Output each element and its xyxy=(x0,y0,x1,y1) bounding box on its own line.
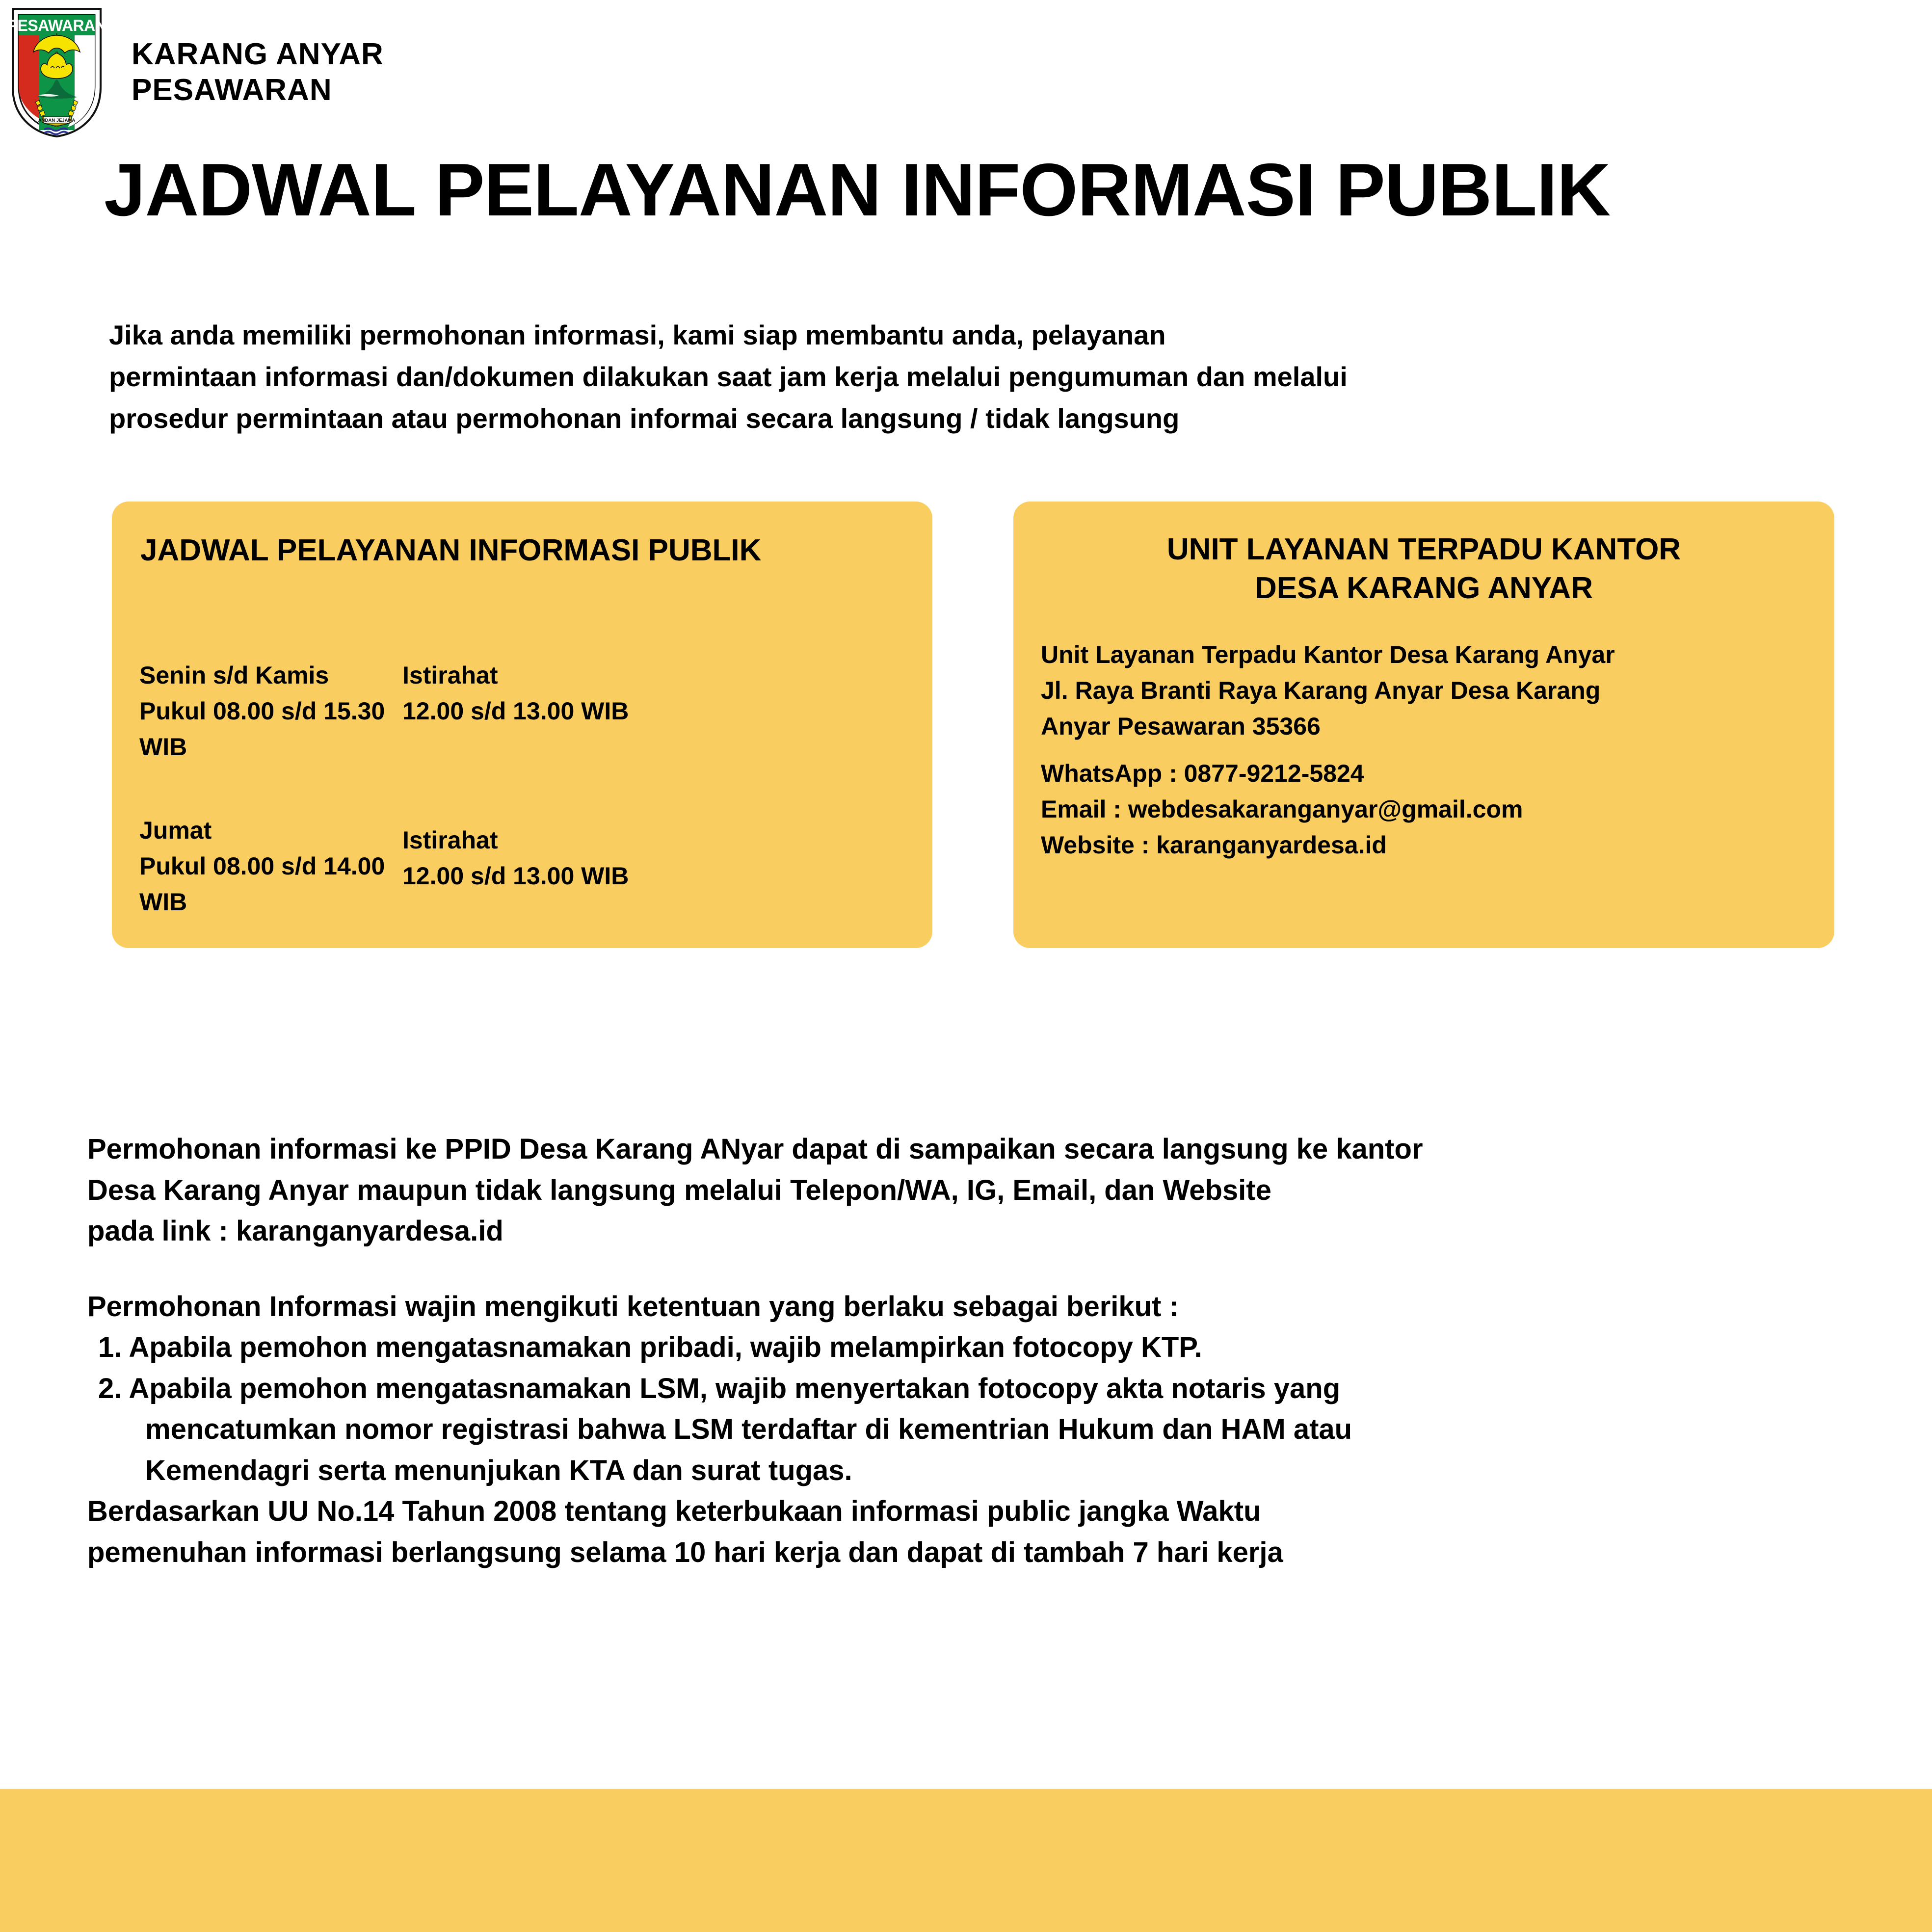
para3-line-1: Berdasarkan UU No.14 Tahun 2008 tentang keterbukaan informasi public jangka Waktu xyxy=(87,1495,1261,1528)
requirement-item-2-line-3: Kemendagri serta menunjukan KTA dan surat tugas. xyxy=(145,1454,852,1486)
schedule-day-label: Senin s/d Kamis xyxy=(139,662,329,689)
schedule-day-block xyxy=(139,658,402,765)
unit-website[interactable]: Website : karanganyardesa.id xyxy=(1041,831,1387,859)
schedule-day-block xyxy=(139,813,402,920)
schedule-row xyxy=(112,658,932,765)
schedule-break-hours: 12.00 s/d 13.00 WIB xyxy=(402,697,629,725)
brand-line-pesawaran: PESAWARAN xyxy=(132,73,332,107)
unit-card xyxy=(1013,502,1834,948)
unit-address-line-1: Unit Layanan Terpadu Kantor Desa Karang Anyar xyxy=(1041,641,1615,668)
brand-title-block xyxy=(132,36,384,108)
requirement-item-1: 1. Apabila pemohon mengatasnamakan pribadi, wajib melampirkan fotocopy KTP. xyxy=(98,1331,1202,1364)
unit-card-title-line-2: DESA KARANG ANYAR xyxy=(1255,571,1593,606)
requirements-intro: Permohonan Informasi wajin mengikuti ketentuan yang berlaku sebagai berikut : xyxy=(87,1290,1179,1323)
schedule-day-label: Jumat xyxy=(139,817,212,844)
schedule-break-hours: 12.00 s/d 13.00 WIB xyxy=(402,862,629,890)
paragraph-spacer xyxy=(87,1252,1854,1286)
pesawaran-regency-crest-icon xyxy=(9,6,105,138)
lower-body-text xyxy=(87,1129,1854,1573)
svg-text:PESAWARAN: PESAWARAN xyxy=(9,17,105,34)
requirement-item-2-line-1: 2. Apabila pemohon mengatasnamakan LSM, wajib menyertakan fotocopy akta notaris yang xyxy=(98,1372,1341,1404)
page-header xyxy=(0,0,1932,147)
intro-line-3: prosedur permintaan atau permohonan informai secara langsung / tidak langsung xyxy=(109,403,1180,434)
schedule-card xyxy=(112,502,932,948)
unit-address-block xyxy=(1041,637,1806,744)
para1-line-1: Permohonan informasi ke PPID Desa Karang ANyar dapat di sampaikan secara langsung ke kantor xyxy=(87,1133,1423,1165)
intro-paragraph xyxy=(109,314,1709,439)
svg-text:ANDAN JEJAMA: ANDAN JEJAMA xyxy=(38,118,76,123)
schedule-break-label: Istirahat xyxy=(402,662,498,689)
schedule-hours-value: Pukul 08.00 s/d 15.30 WIB xyxy=(139,697,385,761)
schedule-break-block xyxy=(402,658,697,765)
schedule-break-label: Istirahat xyxy=(402,826,498,854)
schedule-break-block xyxy=(402,822,697,930)
page-title: JADWAL PELAYANAN INFORMASI PUBLIK xyxy=(104,148,1611,232)
para1-line-3: pada link : karanganyardesa.id xyxy=(87,1215,503,1247)
footer-accent-bar xyxy=(0,1789,1932,1932)
unit-email[interactable]: Email : webdesakaranganyar@gmail.com xyxy=(1041,795,1523,823)
intro-line-2: permintaan informasi dan/dokumen dilakukan saat jam kerja melalui pengumuman dan melalui xyxy=(109,361,1348,393)
unit-whatsapp[interactable]: WhatsApp : 0877-9212-5824 xyxy=(1041,760,1364,787)
intro-line-1: Jika anda memiliki permohonan informasi, kami siap membantu anda, pelayanan xyxy=(109,319,1166,350)
schedule-card-title: JADWAL PELAYANAN INFORMASI PUBLIK xyxy=(140,533,762,567)
unit-card-title xyxy=(1013,530,1834,608)
requirement-item-2-line-2: mencatumkan nomor registrasi bahwa LSM terdaftar di kementrian Hukum dan HAM atau xyxy=(145,1413,1352,1446)
unit-address-line-2: Jl. Raya Branti Raya Karang Anyar Desa Karang xyxy=(1041,677,1601,704)
unit-card-title-line-1: UNIT LAYANAN TERPADU KANTOR xyxy=(1166,532,1681,566)
para1-line-2: Desa Karang Anyar maupun tidak langsung melalui Telepon/WA, IG, Email, dan Website xyxy=(87,1174,1271,1206)
unit-address-line-3: Anyar Pesawaran 35366 xyxy=(1041,713,1321,740)
brand-line-karang-anyar: KARANG ANYAR xyxy=(132,37,384,71)
schedule-row xyxy=(112,813,932,920)
unit-contact-block xyxy=(1041,756,1806,863)
para3-line-2: pemenuhan informasi berlangsung selama 10 hari kerja dan dapat di tambah 7 hari kerja xyxy=(87,1536,1283,1568)
schedule-hours-value: Pukul 08.00 s/d 14.00 WIB xyxy=(139,852,385,916)
